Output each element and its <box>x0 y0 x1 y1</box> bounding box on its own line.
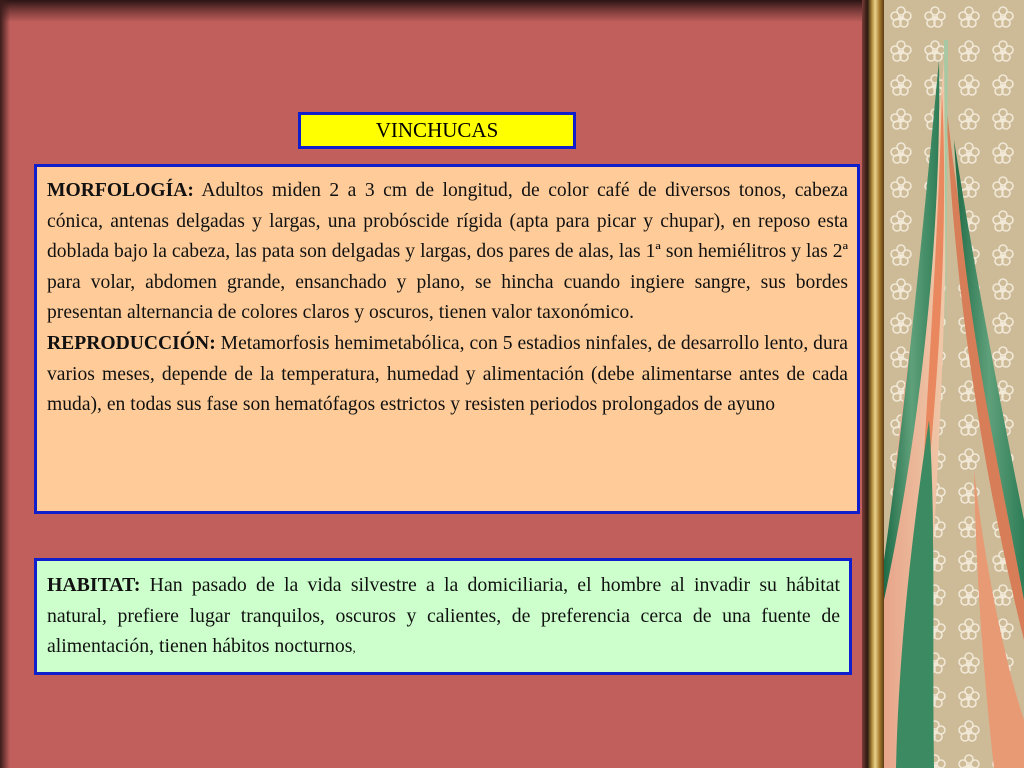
reproduction-heading: REPRODUCCIÓN: <box>47 332 216 354</box>
habitat-paragraph <box>47 570 840 664</box>
left-shadow <box>0 0 10 768</box>
habitat-box <box>34 558 852 675</box>
decorative-side-panel <box>884 0 1024 768</box>
reproduction-paragraph <box>47 329 848 421</box>
gold-divider-band <box>862 0 884 768</box>
slide-title <box>298 112 576 149</box>
top-shadow <box>0 0 880 22</box>
morphology-heading: MORFOLOGÍA: <box>47 180 194 201</box>
habitat-trailing-comma: , <box>352 640 356 656</box>
morphology-paragraph <box>47 176 848 329</box>
habitat-text: Han pasado de la vida silvestre a la domiciliaria, el hombre al invadir su hábitat natural, prefiere lugar tranquilos, oscuros y calientes, de preferencia cerca de una fuente de alimentación, tienen hábitos nocturnos <box>47 574 840 658</box>
morphology-reproduction-box <box>34 164 860 514</box>
morphology-text: Adultos miden 2 a 3 cm de longitud, de color café de diversos tonos, cabeza cónica, antenas delgadas y largas, una probóscide rígida (apta para picar y chupar), en reposo esta doblada bajo la cabeza, las pata son delgadas y largas, dos pares de alas, las 1ª son hemiélitros y las 2ª para volar, abdomen grande, ensanchado y plano, se hincha cuando ingiere sangre, sus bordes presentan alternancia de colores claros y oscuros, tienen valor taxonómico. <box>47 180 848 324</box>
slide-title-text: VINCHUCAS <box>375 118 499 142</box>
reproduction-text: Metamorfosis hemimetabólica, con 5 estadios ninfales, de desarrollo lento, dura varios meses, depende de la temperatura, humedad y alimentación (debe alimentarse antes de cada muda), en todas sus fase son hematófagos estrictos y resisten periodos prolongados de ayuno <box>47 332 848 416</box>
habitat-heading: HABITAT: <box>47 574 141 596</box>
